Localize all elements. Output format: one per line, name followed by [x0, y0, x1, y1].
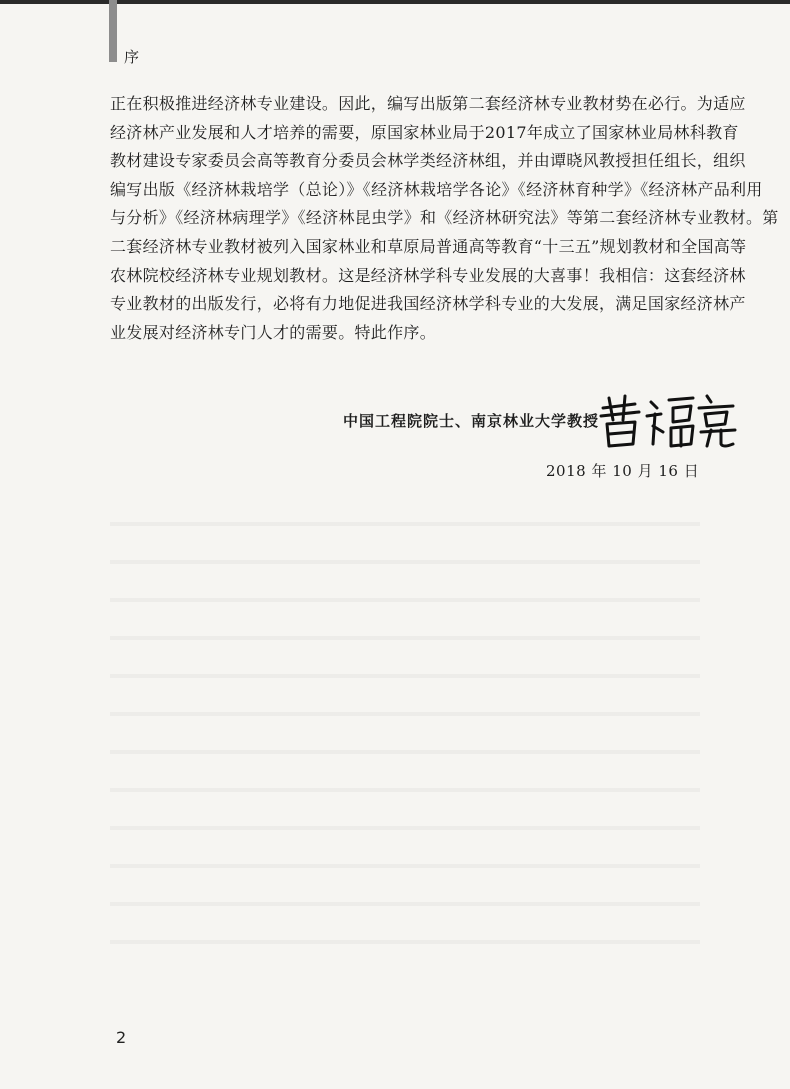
show-through-texture — [110, 500, 700, 960]
preface-body — [110, 90, 779, 347]
body-line: 农林院校经济林专业规划教材。这是经济林学科专业发展的大喜事！我相信：这套经济林 — [110, 265, 746, 285]
header-accent-bar — [109, 0, 117, 62]
handwritten-signature — [595, 386, 740, 452]
author-title: 中国工程院院士、南京林业大学教授 — [343, 412, 600, 430]
body-line: 编写出版《经济林栽培学（总论）》《经济林栽培学各论》《经济林育种学》《经济林产品利用 — [110, 179, 763, 199]
body-line: 经济林产业发展和人才培养的需要，原国家林业局于2017年成立了国家林业局林科教育 — [110, 122, 739, 142]
body-line: 专业教材的出版发行，必将有力地促进我国经济林学科专业的大发展，满足国家经济林产 — [110, 294, 746, 314]
body-line: 业发展对经济林专门人才的需要。特此作序。 — [110, 322, 437, 342]
page-top-edge — [0, 0, 790, 4]
page-number: 2 — [116, 1028, 127, 1047]
body-line: 二套经济林专业教材被列入国家林业和草原局普通高等教育“十三五”规划教材和全国高等 — [110, 236, 747, 256]
section-label: 序 — [124, 48, 140, 66]
body-line: 教材建设专家委员会高等教育分委员会林学类经济林组，并由谭晓风教授担任组长，组织 — [110, 151, 746, 171]
body-line: 正在积极推进经济林专业建设。因此，编写出版第二套经济林专业教材势在必行。为适应 — [110, 94, 746, 113]
signature-date: 2018 年 10 月 16 日 — [546, 462, 700, 480]
body-line: 与分析》《经济林病理学》《经济林昆虫学》和《经济林研究法》等第二套经济林专业教材。第 — [110, 208, 779, 228]
